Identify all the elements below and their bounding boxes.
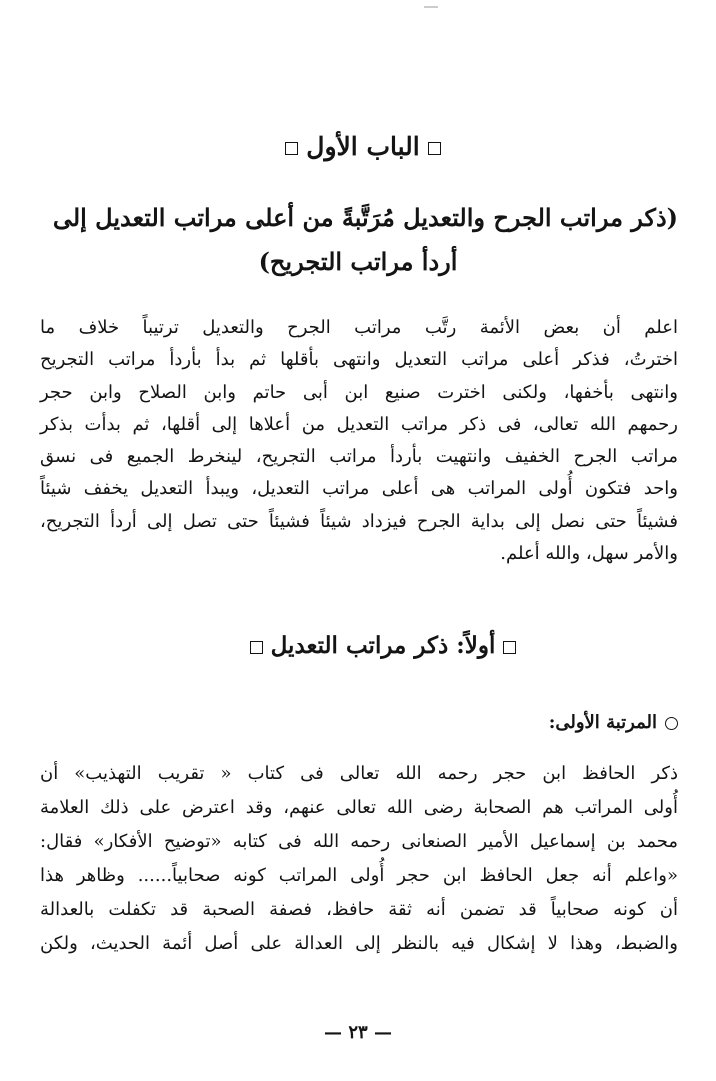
circle-bullet-icon (665, 717, 678, 730)
paragraph-line: محمد بن إسماعيل الأمير الصنعانى رحمه الله فى كتابه «توضيح الأفكار» فقال: (40, 831, 678, 852)
paragraph-line: أن كونه صحابياً قد تضمن أنه ثقة حافظ، فصفة الصحبة قد تكفلت بالعدالة (40, 899, 678, 920)
intro-paragraph (40, 312, 678, 570)
subsection-title: أولاً: ذكر مراتب التعديل (270, 632, 496, 659)
section-title-line: أردأ مراتب التجريح) (258, 247, 458, 276)
paragraph-line: فشيئاً حتى نصل إلى بداية الجرح فيزداد شيئاً فشيئاً حتى تصل إلى أردأ التجريح، (40, 510, 678, 532)
page-number: — ٢٣ — (324, 1022, 392, 1043)
square-bullet-icon (428, 142, 441, 155)
chapter-title: الباب الأول (306, 132, 420, 161)
rank-title: المرتبة الأولى: (548, 712, 657, 733)
paragraph-line: اخترتُ، فذكر أعلى مراتب التعديل وانتهى بأقلها ثم بدأ بأردأ مراتب التجريح (40, 349, 678, 371)
body-paragraph (40, 757, 678, 961)
paragraph-line: رحمهم الله تعالى، فى ذكر مراتب التعديل من أعلاها إلى أقلها، ثم بدأت بذكر (40, 413, 678, 435)
paragraph-line: أُولى المراتب هم الصحابة رضى الله تعالى عنهم، وقد اعترض على ذلك العلامة (40, 797, 678, 818)
chapter-heading (220, 132, 506, 161)
paragraph-line: مراتب الجرح الخفيف وانتهيت بأردأ مراتب التجريح، لينخرط الجميع فى نسق (40, 446, 678, 468)
paragraph-line: «واعلم أنه جعل الحافظ ابن حجر أُولى المراتب كونه صحابياً...... وظاهر هذا (40, 865, 678, 886)
square-bullet-icon (285, 142, 298, 155)
paragraph-line: واحد فتكون أُولى المراتب هى أعلى مراتب التعديل، ويبدأ التعديل يخفف شيئاً (40, 478, 678, 500)
rank-heading (549, 712, 678, 733)
paragraph-line: اعلم أن بعض الأئمة رتَّب مراتب الجرح والتعديل ترتيباً خلاف ما (40, 317, 678, 338)
section-title (38, 196, 678, 284)
section-title-line: (ذكر مراتب الجرح والتعديل مُرَتَّبةً من أعلى مراتب التعديل إلى (52, 203, 678, 232)
scan-mark (424, 6, 438, 8)
subsection-heading (230, 632, 536, 659)
paragraph-line: والضبط، وهذا لا إشكال فيه بالنظر إلى العدالة على أصل أئمة الحديث، ولكن (40, 933, 678, 954)
square-bullet-icon (250, 641, 263, 654)
square-bullet-icon (503, 641, 516, 654)
paragraph-line: وانتهى بأخفها، ولكنى اخترت صنيع ابن أبى حاتم وابن الصلاح وابن حجر (40, 381, 678, 403)
paragraph-line: ذكر الحافظ ابن حجر رحمه الله تعالى فى كتاب « تقريب التهذيب» أن (40, 763, 678, 784)
paragraph-line: والأمر سهل، والله أعلم. (500, 543, 678, 565)
